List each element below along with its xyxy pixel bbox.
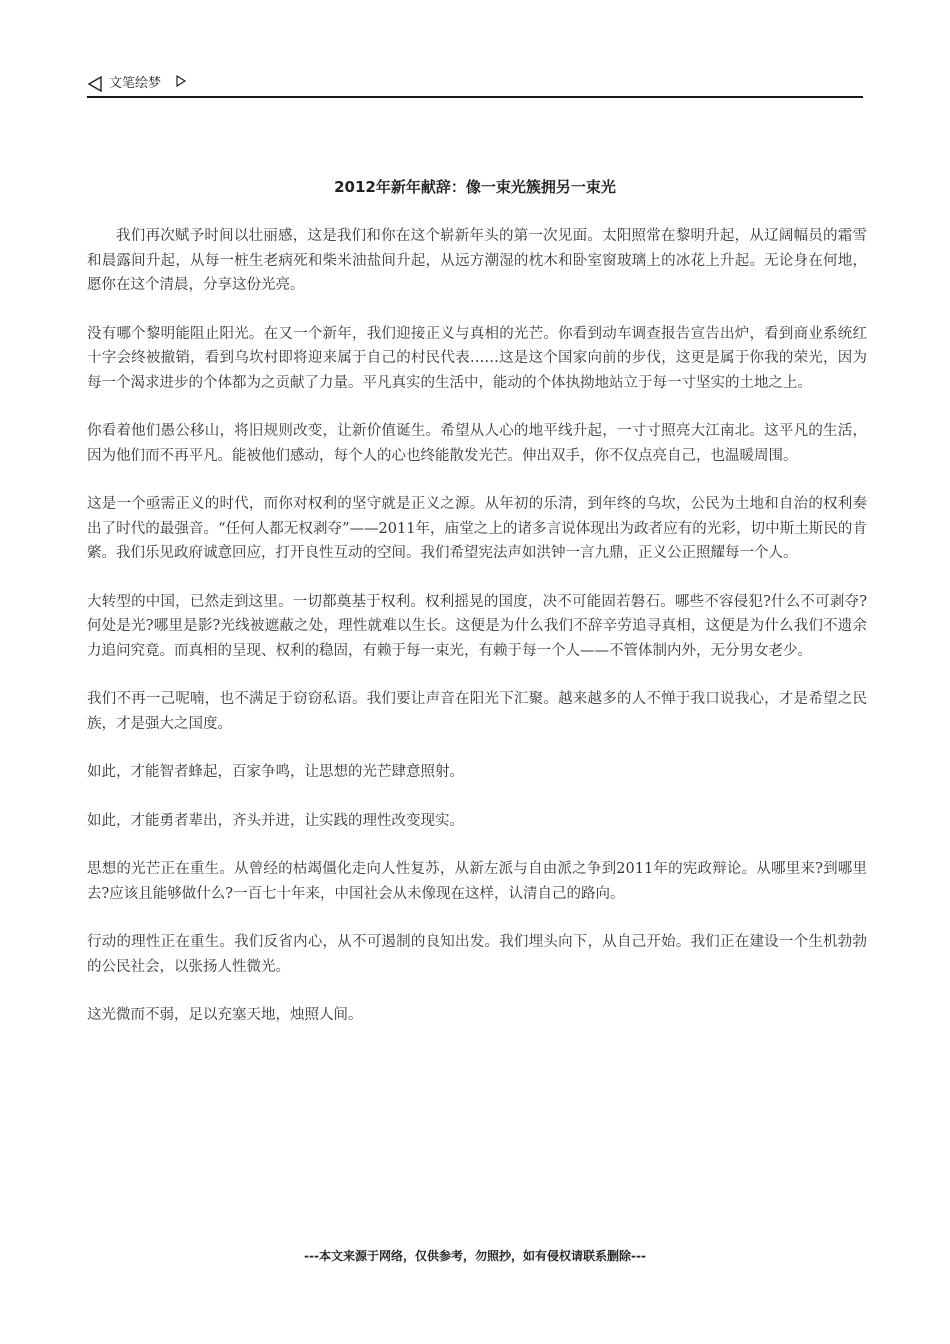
paragraph: 我们不再一己呢喃，也不满足于窃窃私语。我们要让声音在阳光下汇聚。越来越多的人不惮于我口说我心，才是希望之民族，才是强大之国度。 [87, 691, 867, 732]
paragraph: 思想的光芒正在重生。从曾经的枯竭僵化走向人性复苏，从新左派与自由派之争到2011年的宪政辩论。从哪里来?到哪里去?应该且能够做什么?一百七十年来，中国社会从未像现在这样，认清自己的路向。 [87, 861, 867, 902]
triangle-left-outline-icon [87, 76, 103, 92]
triangle-right-outline-icon [175, 75, 187, 87]
paragraph: 行动的理性正在重生。我们反省内心，从不可遏制的良知出发。我们埋头向下，从自己开始。我们正在建设一个生机勃勃的公民社会，以张扬人性微光。 [87, 934, 867, 975]
paragraph: 大转型的中国，已然走到这里。一切都奠基于权利。权利摇晃的国度，决不可能固若磐石。哪些不容侵犯?什么不可剥夺?何处是光?哪里是影?光线被遮蔽之处，理性就难以生长。这便是为什么我们不辞辛劳追寻真相，这便是为什么我们不遗余力追问究竟。而真相的呈现、权利的稳固，有赖于每一束光，有赖于每一个人——不管体制内外，无分男女老少。 [87, 593, 867, 659]
paragraph: 没有哪个黎明能阻止阳光。在又一个新年，我们迎接正义与真相的光芒。你看到动车调查报告宣告出炉，看到商业系统红十字会终被撤销，看到乌坎村即将迎来属于自己的村民代表……这是这个国家向前的步伐，这更是属于你我的荣光，因为每一个渴求进步的个体都为之贡献了力量。平凡真实的生活中，能动的个体执拗地站立于每一寸坚实的土地之上。 [87, 325, 867, 391]
header-brand: 文笔绘梦 [109, 76, 162, 91]
paragraph: 如此，才能智者蜂起，百家争鸣，让思想的光芒肆意照射。 [87, 764, 464, 780]
paragraph: 如此，才能勇者辈出，齐头并进，让实践的理性改变现实。 [87, 812, 464, 829]
source-disclaimer: ---本文来源于网络，仅供参考，勿照抄，如有侵权请联系删除--- [304, 1249, 646, 1263]
document-body [87, 224, 867, 1052]
paragraph: 这光微而不弱，足以充塞天地，烛照人间。 [87, 1007, 363, 1023]
paragraph: 你看着他们愚公移山，将旧规则改变，让新价值诞生。希望从人心的地平线升起，一寸寸照亮大江南北。这平凡的生活，因为他们而不再平凡。能被他们感动，每个人的心也终能散发光芒。伸出双手，你不仅点亮自己，也温暖周围。 [87, 423, 867, 464]
document-title: 2012年新年献辞：像一束光簇拥另一束光 [334, 178, 616, 196]
paragraph: 我们再次赋予时间以壮丽感，这是我们和你在这个崭新年头的第一次见面。太阳照常在黎明升起，从辽阔幅员的霜雪和晨露间升起，从每一桩生老病死和柴米油盐间升起，从远方潮湿的枕木和卧室窗玻璃上的冰花上升起。无论身在何地，愿你在这个清晨，分享这份光亮。 [87, 228, 867, 293]
page-header [87, 74, 863, 98]
paragraph: 这是一个亟需正义的时代，而你对权利的坚守就是正义之源。从年初的乐清，到年终的乌坎，公民为土地和自治的权利奏出了时代的最强音。“任何人都无权剥夺”——2011年，庙堂之上的诸多言说体现出为政者应有的光彩，切中斯土斯民的肯綮。我们乐见政府诚意回应，打开良性互动的空间。我们希望宪法声如洪钟一言九鼎，正义公正照耀每一个人。 [87, 496, 867, 561]
